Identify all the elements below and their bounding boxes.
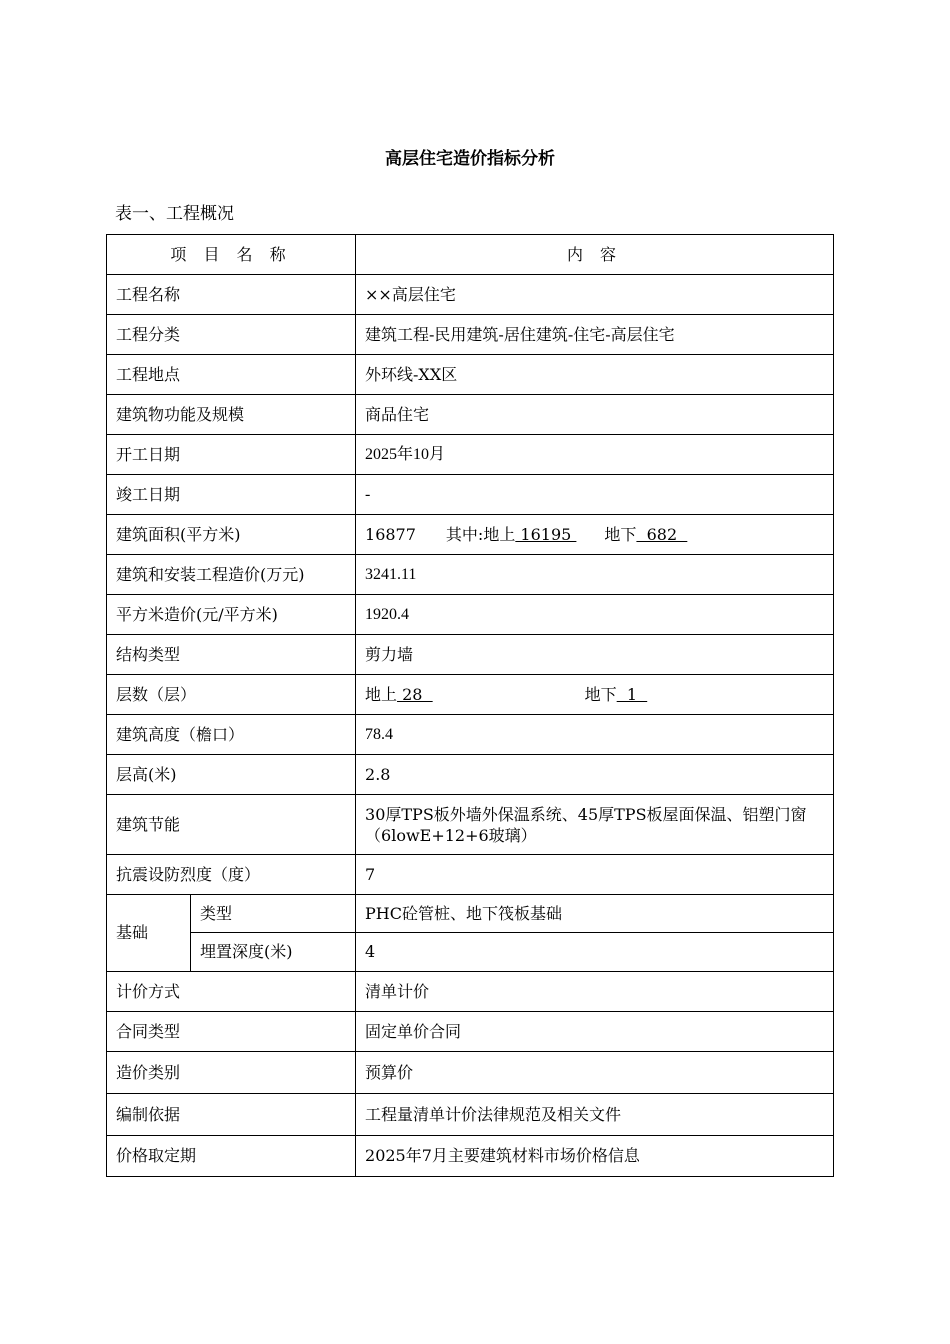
row-label: 建筑物功能及规模 [107,395,356,435]
floors-below-label: 地下 [584,684,617,704]
row-label: 建筑高度（檐口） [107,715,356,755]
table-row [107,972,834,1012]
table-row [107,515,834,555]
row-label: 建筑和安装工程造价(万元) [107,555,356,595]
row-label: 结构类型 [107,635,356,675]
row-value: 工程量清单计价法律规范及相关文件 [356,1094,834,1136]
row-label: 竣工日期 [107,475,356,515]
table-row [107,355,834,395]
table-row [107,795,834,855]
row-value: 2025年7月主要建筑材料市场价格信息 [356,1136,834,1177]
area-below-label: 地下 [604,524,637,544]
table-row [107,1136,834,1177]
table-header-row [107,235,834,275]
row-sublabel: 类型 [191,895,356,933]
table-row [107,715,834,755]
table-row [107,275,834,315]
table-row [107,635,834,675]
table-row [107,315,834,355]
table-row [107,675,834,715]
area-total: 16877 [365,524,416,544]
page-title: 高层住宅造价指标分析 [385,149,555,169]
row-value: ××高层住宅 [356,275,834,315]
row-value: 建筑工程-民用建筑-居住建筑-住宅-高层住宅 [356,315,834,355]
project-overview-table [106,234,834,1177]
row-value: 外环线-XX区 [356,355,834,395]
row-label: 价格取定期 [107,1136,356,1177]
row-label: 平方米造价(元/平方米) [107,595,356,635]
row-label: 合同类型 [107,1012,356,1052]
table-row [107,755,834,795]
row-label: 层高(米) [107,755,356,795]
table-row [107,435,834,475]
row-label: 造价类别 [107,1052,356,1094]
floors-below: 1 [616,684,648,704]
row-value: - [356,475,834,515]
area-below: 682 [636,524,688,544]
table-row [107,1094,834,1136]
row-value: 7 [356,855,834,895]
row-label: 建筑节能 [107,795,356,855]
row-value: 商品住宅 [356,395,834,435]
table-row [107,855,834,895]
area-above: 16195 [515,524,577,544]
row-label: 工程名称 [107,275,356,315]
row-label: 编制依据 [107,1094,356,1136]
row-value: 4 [356,933,834,972]
row-label: 计价方式 [107,972,356,1012]
header-item: 项 目 名 称 [107,235,356,275]
floors-above: 28 [397,684,433,704]
row-value: 30厚TPS板外墙外保温系统、45厚TPS板屋面保温、铝塑门窗（6lowE+12+6玻璃） [356,795,834,855]
row-value: 固定单价合同 [356,1012,834,1052]
row-label: 建筑面积(平方米) [107,515,356,555]
floors-above-label: 地上 [365,684,398,704]
row-label-foundation: 基础 [107,895,191,972]
area-mid-label: 其中:地上 [445,524,516,544]
row-value: 2025年10月 [356,435,834,475]
row-label: 抗震设防烈度（度） [107,855,356,895]
row-value [356,515,834,555]
table-row [107,1052,834,1094]
row-value: 2.8 [356,755,834,795]
row-value: 剪力墙 [356,635,834,675]
row-value: 1920.4 [356,595,834,635]
table-row [107,475,834,515]
table-row [107,595,834,635]
row-value: 清单计价 [356,972,834,1012]
table-caption: 表一、工程概况 [115,204,234,224]
row-value: PHC砼管桩、地下筏板基础 [356,895,834,933]
row-value: 3241.11 [356,555,834,595]
header-content: 内 容 [356,235,834,275]
table-row [107,895,834,933]
table-row [107,1012,834,1052]
table-row [107,933,834,972]
row-label: 工程地点 [107,355,356,395]
table-row [107,555,834,595]
table-row [107,395,834,435]
row-label: 开工日期 [107,435,356,475]
row-sublabel: 埋置深度(米) [191,933,356,972]
row-value: 预算价 [356,1052,834,1094]
row-value: 78.4 [356,715,834,755]
row-value [356,675,834,715]
row-label: 层数（层） [107,675,356,715]
row-label: 工程分类 [107,315,356,355]
